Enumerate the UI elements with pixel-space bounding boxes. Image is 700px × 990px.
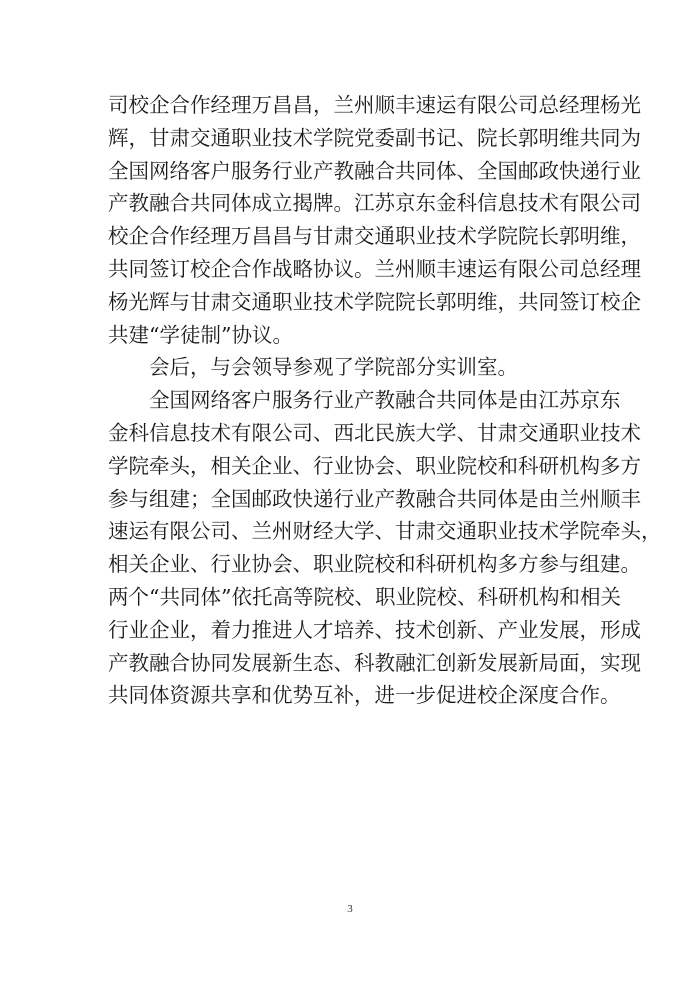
paragraph-3 bbox=[108, 384, 662, 712]
page-number: 3 bbox=[347, 903, 353, 915]
text-line: 全国网络客户服务行业产教融合共同体、全国邮政快递行业 bbox=[108, 158, 641, 183]
text-line: 产教融合共同体成立揭牌。江苏京东金科信息技术有限公司 bbox=[108, 191, 641, 216]
text-line: 会后，与会领导参观了学院部分实训室。 bbox=[149, 355, 518, 380]
text-line: 校企合作经理万昌昌与甘肃交通职业技术学院院长郭明维， bbox=[108, 224, 641, 249]
text-line: 全国网络客户服务行业产教融合共同体是由江苏京东 bbox=[149, 388, 621, 413]
text-line: 司校企合作经理万昌昌，兰州顺丰速运有限公司总经理杨光 bbox=[108, 93, 641, 117]
text-line: 参与组建；全国邮政快递行业产教融合共同体是由兰州顺丰 bbox=[108, 486, 641, 511]
text-line: 相关企业、行业协会、职业院校和科研机构多方参与组建。 bbox=[108, 552, 641, 577]
paragraph-1 bbox=[108, 89, 641, 351]
text-line: 共建“学徒制”协议。 bbox=[108, 322, 293, 347]
text-line: 共同体资源共享和优势互补，进一步促进校企深度合作。 bbox=[108, 683, 621, 708]
text-line: 速运有限公司、兰州财经大学、甘肃交通职业技术学院牵头， bbox=[108, 519, 662, 544]
text-line: 金科信息技术有限公司、西北民族大学、甘肃交通职业技术 bbox=[108, 420, 641, 445]
text-line: 辉，甘肃交通职业技术学院党委副书记、院长郭明维共同为 bbox=[108, 125, 641, 150]
text-line: 杨光辉与甘肃交通职业技术学院院长郭明维，共同签订校企 bbox=[108, 289, 641, 314]
body-text bbox=[108, 89, 662, 712]
text-line: 两个“共同体”依托高等院校、职业院校、科研机构和相关 bbox=[108, 584, 621, 609]
text-line: 行业企业，着力推进人才培养、技术创新、产业发展，形成 bbox=[108, 617, 641, 642]
text-line: 共同签订校企合作战略协议。兰州顺丰速运有限公司总经理 bbox=[108, 256, 641, 281]
paragraph-2 bbox=[108, 351, 598, 384]
text-line: 学院牵头，相关企业、行业协会、职业院校和科研机构多方 bbox=[108, 453, 641, 478]
text-line: 产教融合协同发展新生态、科教融汇创新发展新局面，实现 bbox=[108, 650, 641, 675]
